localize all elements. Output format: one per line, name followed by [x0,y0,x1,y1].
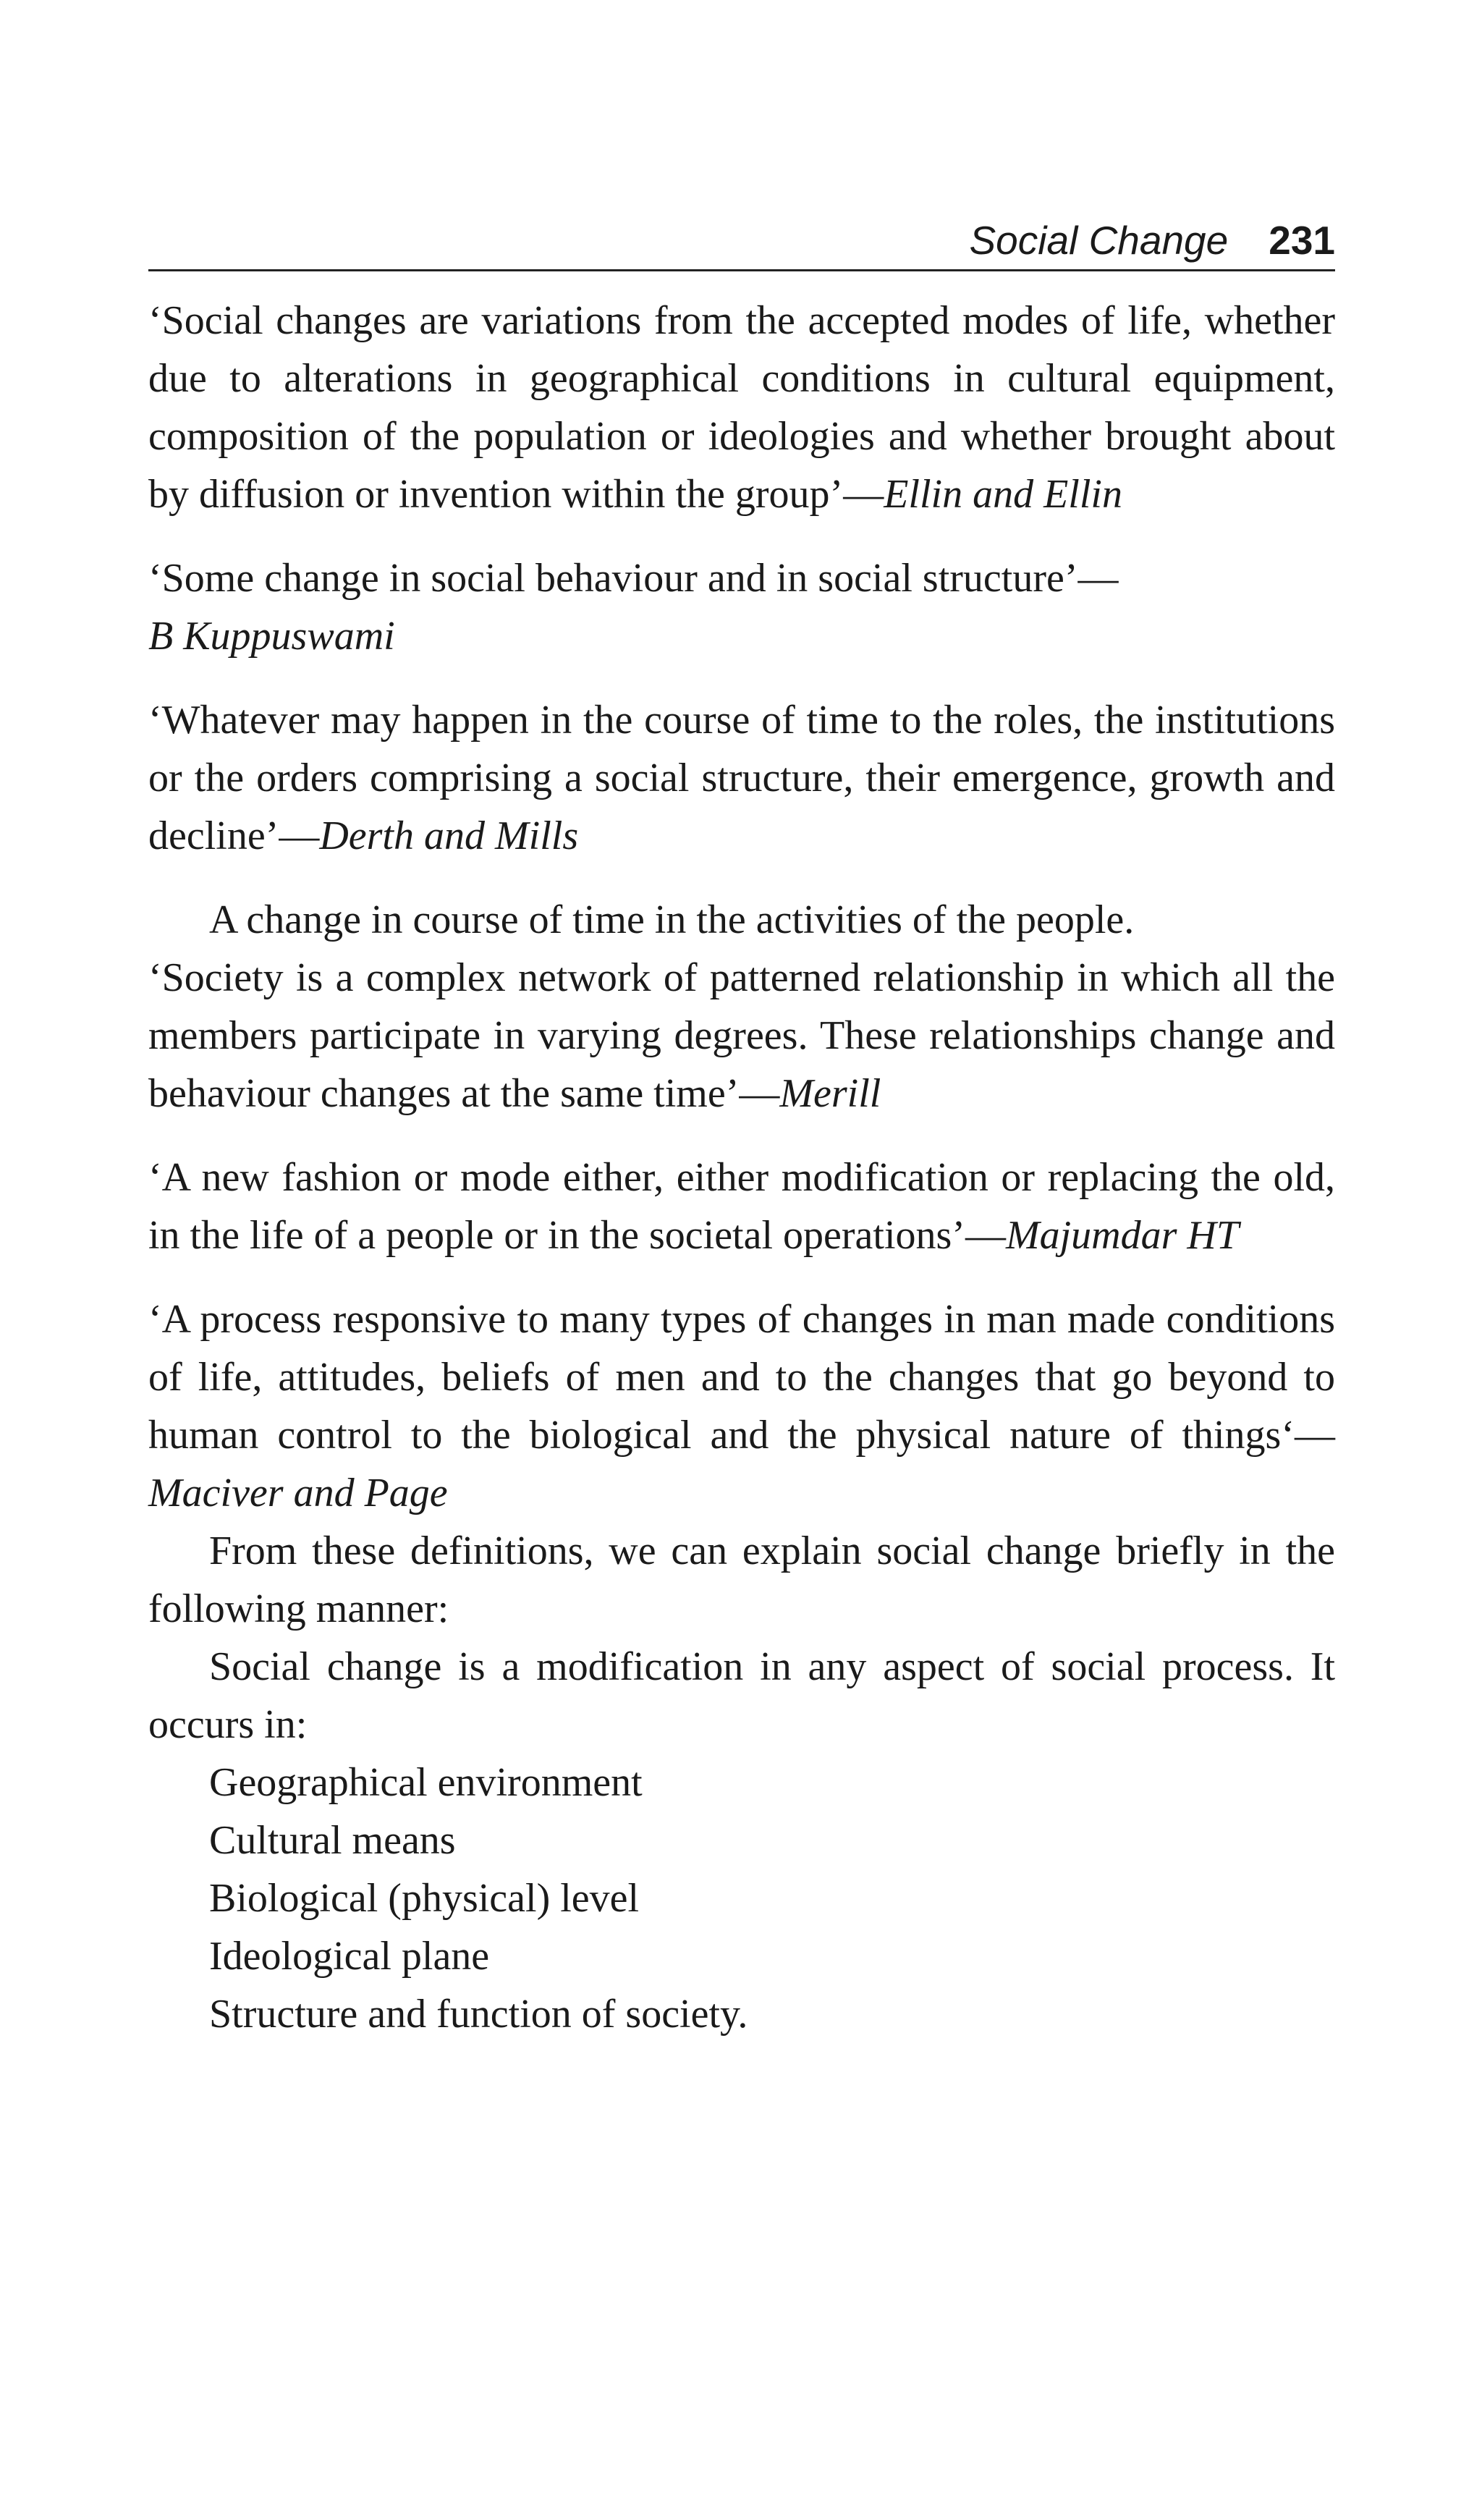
list-item: Structure and function of society. [209,1992,748,2037]
list-item: Cultural means [209,1818,456,1863]
body-paragraph: From these definitions, we can explain social change briefly in the following manner: [148,1529,1335,1631]
body-paragraph: Social change is a modification in any aspect of social process. It occurs in: [148,1644,1335,1747]
quote-author: B Kuppuswami [148,614,395,659]
quote-author: Maciver and Page [148,1471,448,1515]
definition-quote [148,292,1335,523]
quote-author: Merill [779,1071,881,1116]
quote-text: ‘Some change in social behaviour and in social structure’— [148,556,1119,601]
running-title: Social Change [969,218,1229,263]
quote-text: ‘A process responsive to many types of changes in man made conditions of life, attitudes, beliefs of men and to the changes that go beyond to human control to the biological and the physical nature of things‘— [148,1297,1335,1458]
book-page [148,217,1335,2043]
quote-author: Derth and Mills [319,813,579,858]
quote-author: Ellin and Ellin [884,472,1122,517]
definition-quote [148,891,1335,1122]
quote-author: Majumdar HT [1005,1213,1239,1258]
definition-quote [148,691,1335,865]
page-body [148,292,1335,2043]
list-item: Ideological plane [209,1934,490,1979]
definition-quote [148,1290,1335,1522]
list-item: Geographical environment [209,1760,643,1805]
quote-text: ‘Society is a complex network of patterned relationship in which all the members participate in varying degrees. These relationships change and behaviour changes at the same time’— [148,955,1335,1116]
quote-body [148,949,1335,1122]
quote-text: ‘Social changes are variations from the accepted modes of life, whether due to alterations in geographical conditions in cultural equipment, composition of the population or ideologies and whether brought about by diffusion or invention within the group’— [148,298,1335,517]
running-header [148,217,1335,271]
occurrence-list [209,1754,1335,2043]
page-number: 231 [1269,218,1335,263]
quote-lead-sentence: A change in course of time in the activities of the people. [209,897,1135,942]
quote-text: ‘A new fashion or mode either, either modification or replacing the old, in the life of a people or in the societal operations’— [148,1155,1335,1258]
definition-quote [148,549,1335,665]
quote-text: ‘Whatever may happen in the course of time to the roles, the institutions or the orders comprising a social structure, their emergence, growth and decline’— [148,698,1335,858]
list-item: Biological (physical) level [209,1876,640,1921]
definition-quote [148,1149,1335,1264]
